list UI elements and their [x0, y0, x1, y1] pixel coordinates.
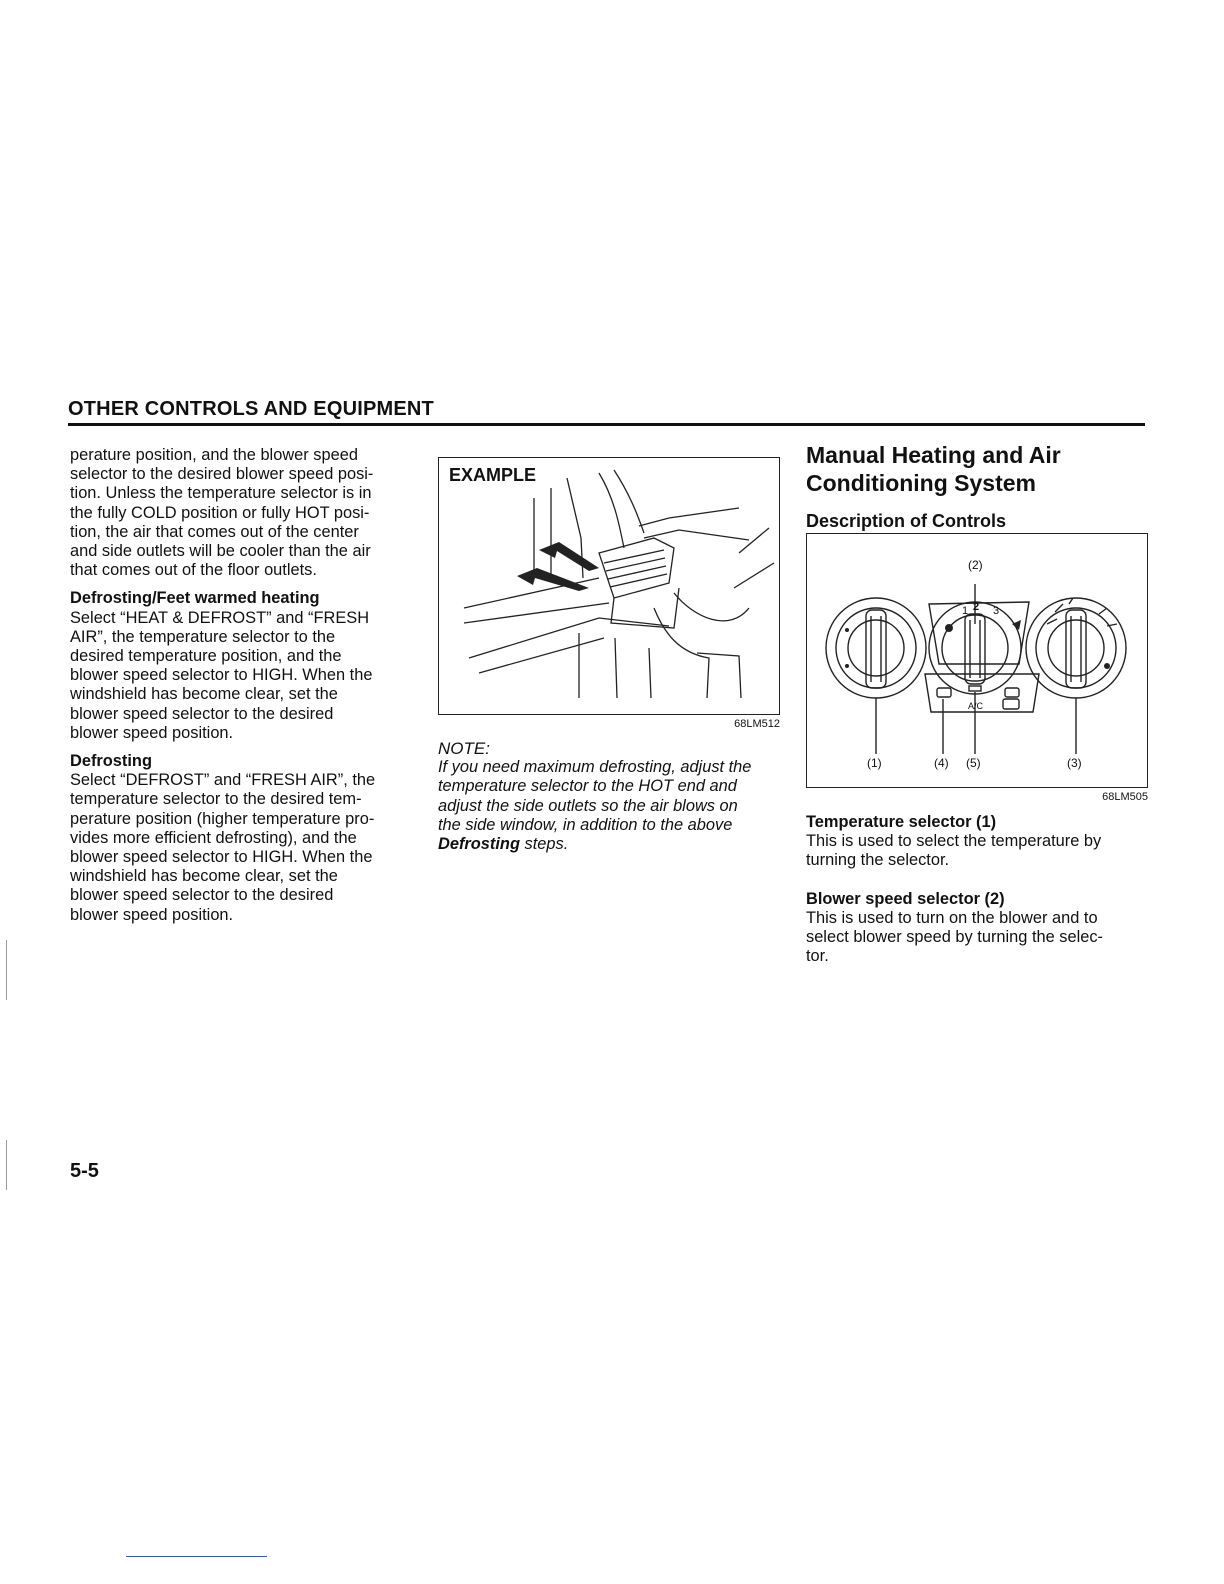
blower-speed-selector-paragraph [806, 909, 1148, 967]
text-line: AIR”, the temperature selector to the [70, 627, 336, 646]
text-line: vides more efficient defrosting), and the [70, 828, 357, 847]
text-line: perature position (higher temperature pro- [70, 809, 375, 828]
text-line: blower speed position. [70, 723, 234, 742]
defrost-feet-paragraph [70, 609, 410, 743]
section-heading-line: Conditioning System [806, 470, 1036, 496]
defrost-feet-heading: Defrosting/Feet warmed heating [70, 589, 320, 608]
subsection-heading: Description of Controls [806, 511, 1007, 531]
text-line: blower speed selector to the desired [70, 704, 334, 723]
text-line: temperature selector to the HOT end and [438, 777, 737, 796]
note-emphasis: Defrosting [438, 835, 520, 854]
text-line: the side window, in addition to the above [438, 815, 733, 834]
ac-button-label: A/C [968, 701, 984, 711]
page-header-title: OTHER CONTROLS AND EQUIPMENT [68, 398, 434, 420]
text-line: blower speed selector to HIGH. When the [70, 848, 373, 867]
scan-artifact-mark [6, 940, 7, 1000]
defrosting-paragraph [70, 771, 410, 925]
text-line: This is used to turn on the blower and to [806, 908, 1098, 927]
section-heading [806, 441, 1148, 497]
text-line: This is used to select the temperature by [806, 832, 1102, 851]
text-line: adjust the side outlets so the air blows on [438, 796, 738, 815]
control-panel-illustration [806, 533, 1148, 788]
figure-code: 68LM512 [734, 718, 780, 730]
note-paragraph [438, 758, 780, 854]
defrosting-heading: Defrosting [70, 752, 152, 771]
note-end: steps. [519, 835, 569, 854]
text-line: and side outlets will be cooler than the air [70, 542, 371, 561]
text-line: desired temperature position, and the [70, 647, 342, 666]
figure-label: EXAMPLE [449, 465, 537, 485]
text-line: tion. Unless the temperature selector is in [70, 484, 372, 503]
text-line: Select “DEFROST” and “FRESH AIR”, the [70, 771, 376, 790]
text-line: blower speed selector to the desired [70, 886, 334, 905]
text-line: If you need maximum defrosting, adjust the [438, 758, 752, 777]
footer-line [126, 1556, 267, 1557]
text-line: blower speed position. [70, 905, 234, 924]
fan-speed-label: 1 [962, 605, 969, 617]
ref-label-1: (1) [867, 756, 882, 770]
text-line: temperature selector to the desired tem- [70, 790, 362, 809]
text-line: blower speed selector to HIGH. When the [70, 666, 373, 685]
temperature-selector-paragraph [806, 832, 1148, 870]
fan-speed-label: 3 [993, 605, 1000, 617]
scan-artifact-mark [6, 1140, 7, 1190]
text-line: tion, the air that comes out of the center [70, 522, 359, 541]
intro-paragraph [70, 446, 410, 580]
text-line: Select “HEAT & DEFROST” and “FRESH [70, 608, 370, 627]
page-number: 5-5 [70, 1160, 99, 1182]
text-line: that comes out of the floor outlets. [70, 561, 317, 580]
note-label: NOTE: [438, 739, 490, 758]
text-line: turning the selector. [806, 851, 950, 870]
text-line: selector to the desired blower speed posi- [70, 465, 374, 484]
ref-label-3: (3) [1067, 756, 1082, 770]
left-column [70, 446, 410, 925]
side-vent-illustration [438, 457, 780, 715]
section-heading-line: Manual Heating and Air [806, 442, 1061, 468]
figure-code: 68LM505 [1102, 791, 1148, 803]
text-line: select blower speed by turning the selec- [806, 928, 1104, 947]
middle-column [438, 457, 780, 854]
temperature-selector-heading: Temperature selector (1) [806, 813, 997, 831]
text-line: the fully COLD position or fully HOT posi- [70, 503, 370, 522]
vent-drawing [439, 458, 781, 716]
text-line: windshield has become clear, set the [70, 685, 338, 704]
right-column [806, 441, 1148, 966]
fan-speed-label: 2 [973, 601, 980, 613]
text-line: perature position, and the blower speed [70, 446, 358, 464]
ref-label-5: (5) [966, 756, 981, 770]
text-line: tor. [806, 947, 829, 966]
text-line: windshield has become clear, set the [70, 867, 338, 886]
ref-label-4: (4) [934, 756, 949, 770]
page-header-rule [68, 423, 1145, 426]
blower-speed-selector-heading: Blower speed selector (2) [806, 889, 1005, 908]
ref-label-2: (2) [968, 558, 983, 572]
